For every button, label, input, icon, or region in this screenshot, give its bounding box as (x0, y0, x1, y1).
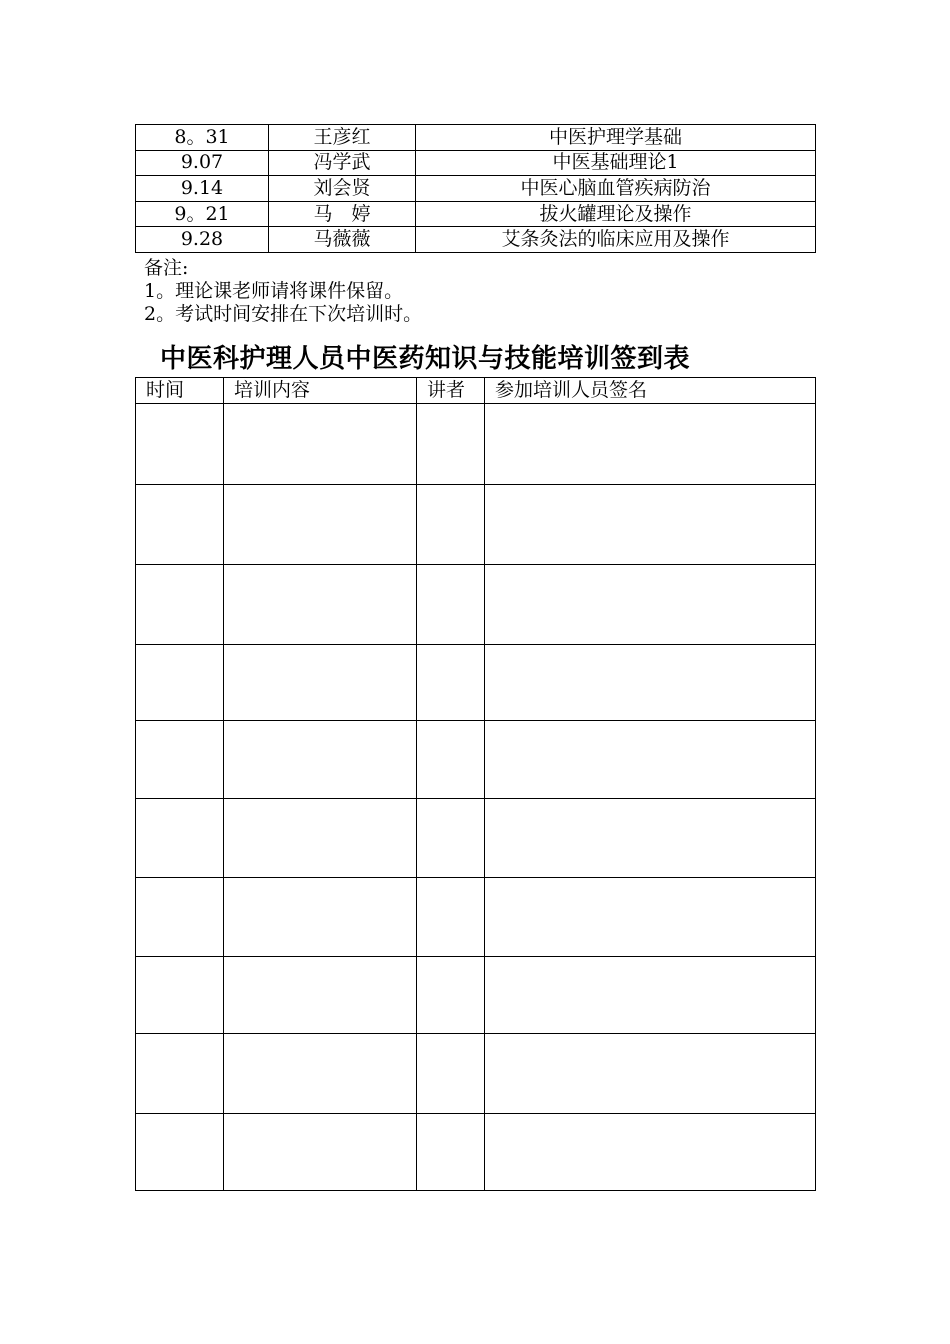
lecturer-cell: 冯学武 (269, 150, 416, 176)
time-cell[interactable] (136, 1034, 224, 1114)
time-cell[interactable] (136, 565, 224, 645)
header-signatures: 参加培训人员签名 (485, 378, 816, 404)
lecturer-cell[interactable] (417, 565, 485, 645)
table-row (136, 201, 816, 227)
table-row (136, 799, 816, 878)
lecturer-cell[interactable] (417, 1034, 485, 1114)
lecturer-cell[interactable] (417, 485, 485, 565)
content-cell[interactable] (224, 957, 417, 1034)
topic-cell: 中医心脑血管疾病防治 (416, 176, 816, 202)
sign-in-table (135, 377, 816, 1191)
remark-item: 2。考试时间安排在下次培训时。 (144, 303, 423, 325)
table-row (136, 404, 816, 485)
topic-cell: 中医护理学基础 (416, 125, 816, 151)
date-cell: 9。21 (136, 201, 269, 227)
header-row (136, 378, 816, 404)
content-cell[interactable] (224, 878, 417, 957)
table-row (136, 645, 816, 721)
content-cell[interactable] (224, 799, 417, 878)
table-row (136, 150, 816, 176)
lecturer-cell[interactable] (417, 878, 485, 957)
content-cell[interactable] (224, 721, 417, 799)
remark-item: 1。理论课老师请将课件保留。 (144, 280, 404, 302)
signature-cell[interactable] (485, 404, 816, 485)
table-row (136, 176, 816, 202)
table-row (136, 485, 816, 565)
time-cell[interactable] (136, 878, 224, 957)
table-row (136, 878, 816, 957)
table-row (136, 565, 816, 645)
content-cell[interactable] (224, 404, 417, 485)
table-row (136, 721, 816, 799)
content-cell[interactable] (224, 1114, 417, 1191)
time-cell[interactable] (136, 721, 224, 799)
signature-cell[interactable] (485, 878, 816, 957)
topic-cell: 拔火罐理论及操作 (416, 201, 816, 227)
table-row (136, 1034, 816, 1114)
lecturer-cell[interactable] (417, 721, 485, 799)
content-cell[interactable] (224, 645, 417, 721)
signature-cell[interactable] (485, 721, 816, 799)
topic-cell: 艾条灸法的临床应用及操作 (416, 227, 816, 253)
remarks-label: 备注: (144, 257, 189, 279)
remarks (144, 257, 422, 326)
header-content: 培训内容 (224, 378, 417, 404)
time-cell[interactable] (136, 645, 224, 721)
time-cell[interactable] (136, 957, 224, 1034)
signature-cell[interactable] (485, 645, 816, 721)
lecturer-cell[interactable] (417, 799, 485, 878)
time-cell[interactable] (136, 799, 224, 878)
time-cell[interactable] (136, 485, 224, 565)
lecturer-cell: 刘会贤 (269, 176, 416, 202)
header-lecturer: 讲者 (417, 378, 485, 404)
date-cell: 9.28 (136, 227, 269, 253)
signature-cell[interactable] (485, 1034, 816, 1114)
lecturer-cell[interactable] (417, 1114, 485, 1191)
lecturer-cell: 马薇薇 (269, 227, 416, 253)
signature-cell[interactable] (485, 485, 816, 565)
time-cell[interactable] (136, 404, 224, 485)
content-cell[interactable] (224, 485, 417, 565)
content-cell[interactable] (224, 1034, 417, 1114)
sign-in-sheet-title: 中医科护理人员中医药知识与技能培训签到表 (160, 344, 691, 374)
table-row (136, 125, 816, 151)
date-cell: 9.07 (136, 150, 269, 176)
table-row (136, 227, 816, 253)
lecturer-cell[interactable] (417, 645, 485, 721)
signature-cell[interactable] (485, 1114, 816, 1191)
lecturer-cell: 王彦红 (269, 125, 416, 151)
signature-cell[interactable] (485, 957, 816, 1034)
date-cell: 8。31 (136, 125, 269, 151)
topic-cell: 中医基础理论1 (416, 150, 816, 176)
lecturer-cell: 马 婷 (269, 201, 416, 227)
time-cell[interactable] (136, 1114, 224, 1191)
lecturer-cell[interactable] (417, 957, 485, 1034)
table-row (136, 1114, 816, 1191)
content-cell[interactable] (224, 565, 417, 645)
signature-cell[interactable] (485, 799, 816, 878)
header-time: 时间 (136, 378, 224, 404)
signature-cell[interactable] (485, 565, 816, 645)
training-schedule-table (135, 124, 816, 253)
date-cell: 9.14 (136, 176, 269, 202)
table-row (136, 957, 816, 1034)
lecturer-cell[interactable] (417, 404, 485, 485)
